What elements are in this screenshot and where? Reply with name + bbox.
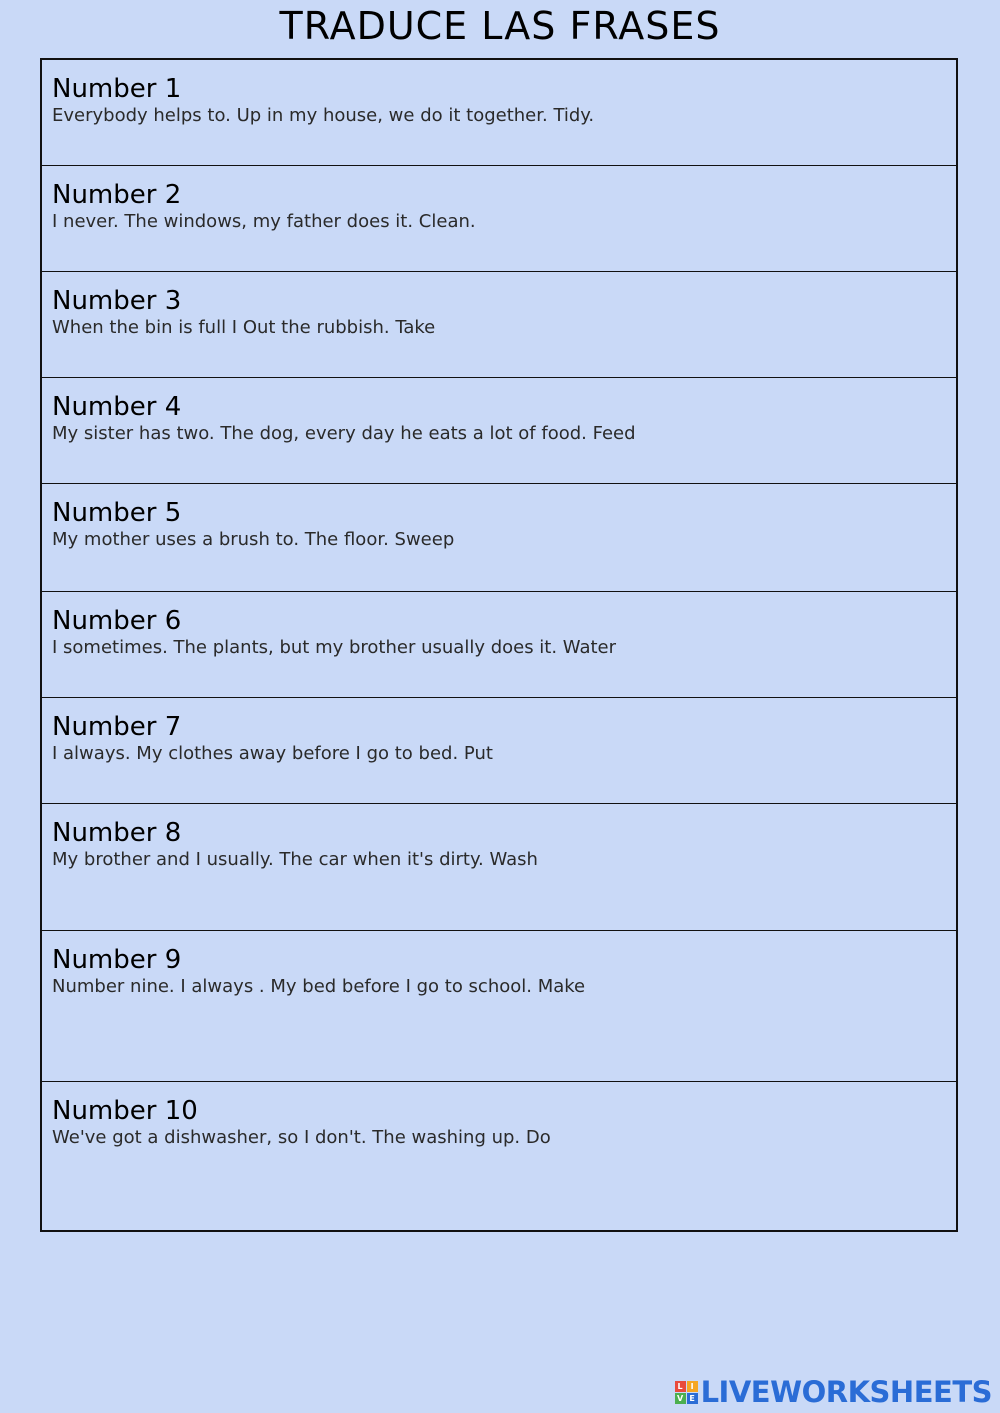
sentence-text: Number nine. I always . My bed before I go to school. Make [52,976,586,997]
sentence-text: My sister has two. The dog, every day he eats a lot of food. Feed [52,423,636,444]
sentence-heading: Number 3 [52,286,182,316]
liveworksheets-icon [675,1381,698,1404]
sentence-row-3 [42,272,956,378]
sentence-heading: Number 2 [52,180,182,210]
sentence-row-8 [42,804,956,931]
sentence-text: My mother uses a brush to. The floor. Sweep [52,529,455,550]
sentence-text: I never. The windows, my father does it. Clean. [52,211,476,232]
logo-letter: E [687,1393,698,1404]
sentence-table [40,58,958,1232]
logo-letter: V [675,1393,686,1404]
logo-letter: I [687,1381,698,1392]
sentence-heading: Number 4 [52,392,182,422]
sentence-row-10 [42,1082,956,1230]
sentence-text: My brother and I usually. The car when it's dirty. Wash [52,849,538,870]
sentence-heading: Number 10 [52,1096,198,1126]
sentence-text: I sometimes. The plants, but my brother usually does it. Water [52,637,617,658]
logo-wordmark: LIVEWORKSHEETS [700,1375,992,1409]
sentence-row-7 [42,698,956,804]
sentence-text: I always. My clothes away before I go to bed. Put [52,743,493,764]
sentence-heading: Number 8 [52,818,182,848]
page-title: TRADUCE LAS FRASES [279,4,721,48]
sentence-row-2 [42,166,956,272]
sentence-row-5 [42,484,956,592]
sentence-row-1 [42,60,956,166]
sentence-text: We've got a dishwasher, so I don't. The washing up. Do [52,1127,551,1148]
sentence-heading: Number 9 [52,945,182,975]
sentence-row-6 [42,592,956,698]
sentence-heading: Number 5 [52,498,182,528]
logo-letter: L [675,1381,686,1392]
sentence-row-9 [42,931,956,1082]
sentence-text: Everybody helps to. Up in my house, we do it together. Tidy. [52,105,595,126]
sentence-row-4 [42,378,956,484]
sentence-heading: Number 7 [52,712,182,742]
sentence-heading: Number 6 [52,606,182,636]
liveworksheets-logo[interactable] [675,1375,992,1409]
sentence-heading: Number 1 [52,74,182,104]
sentence-text: When the bin is full I Out the rubbish. Take [52,317,436,338]
